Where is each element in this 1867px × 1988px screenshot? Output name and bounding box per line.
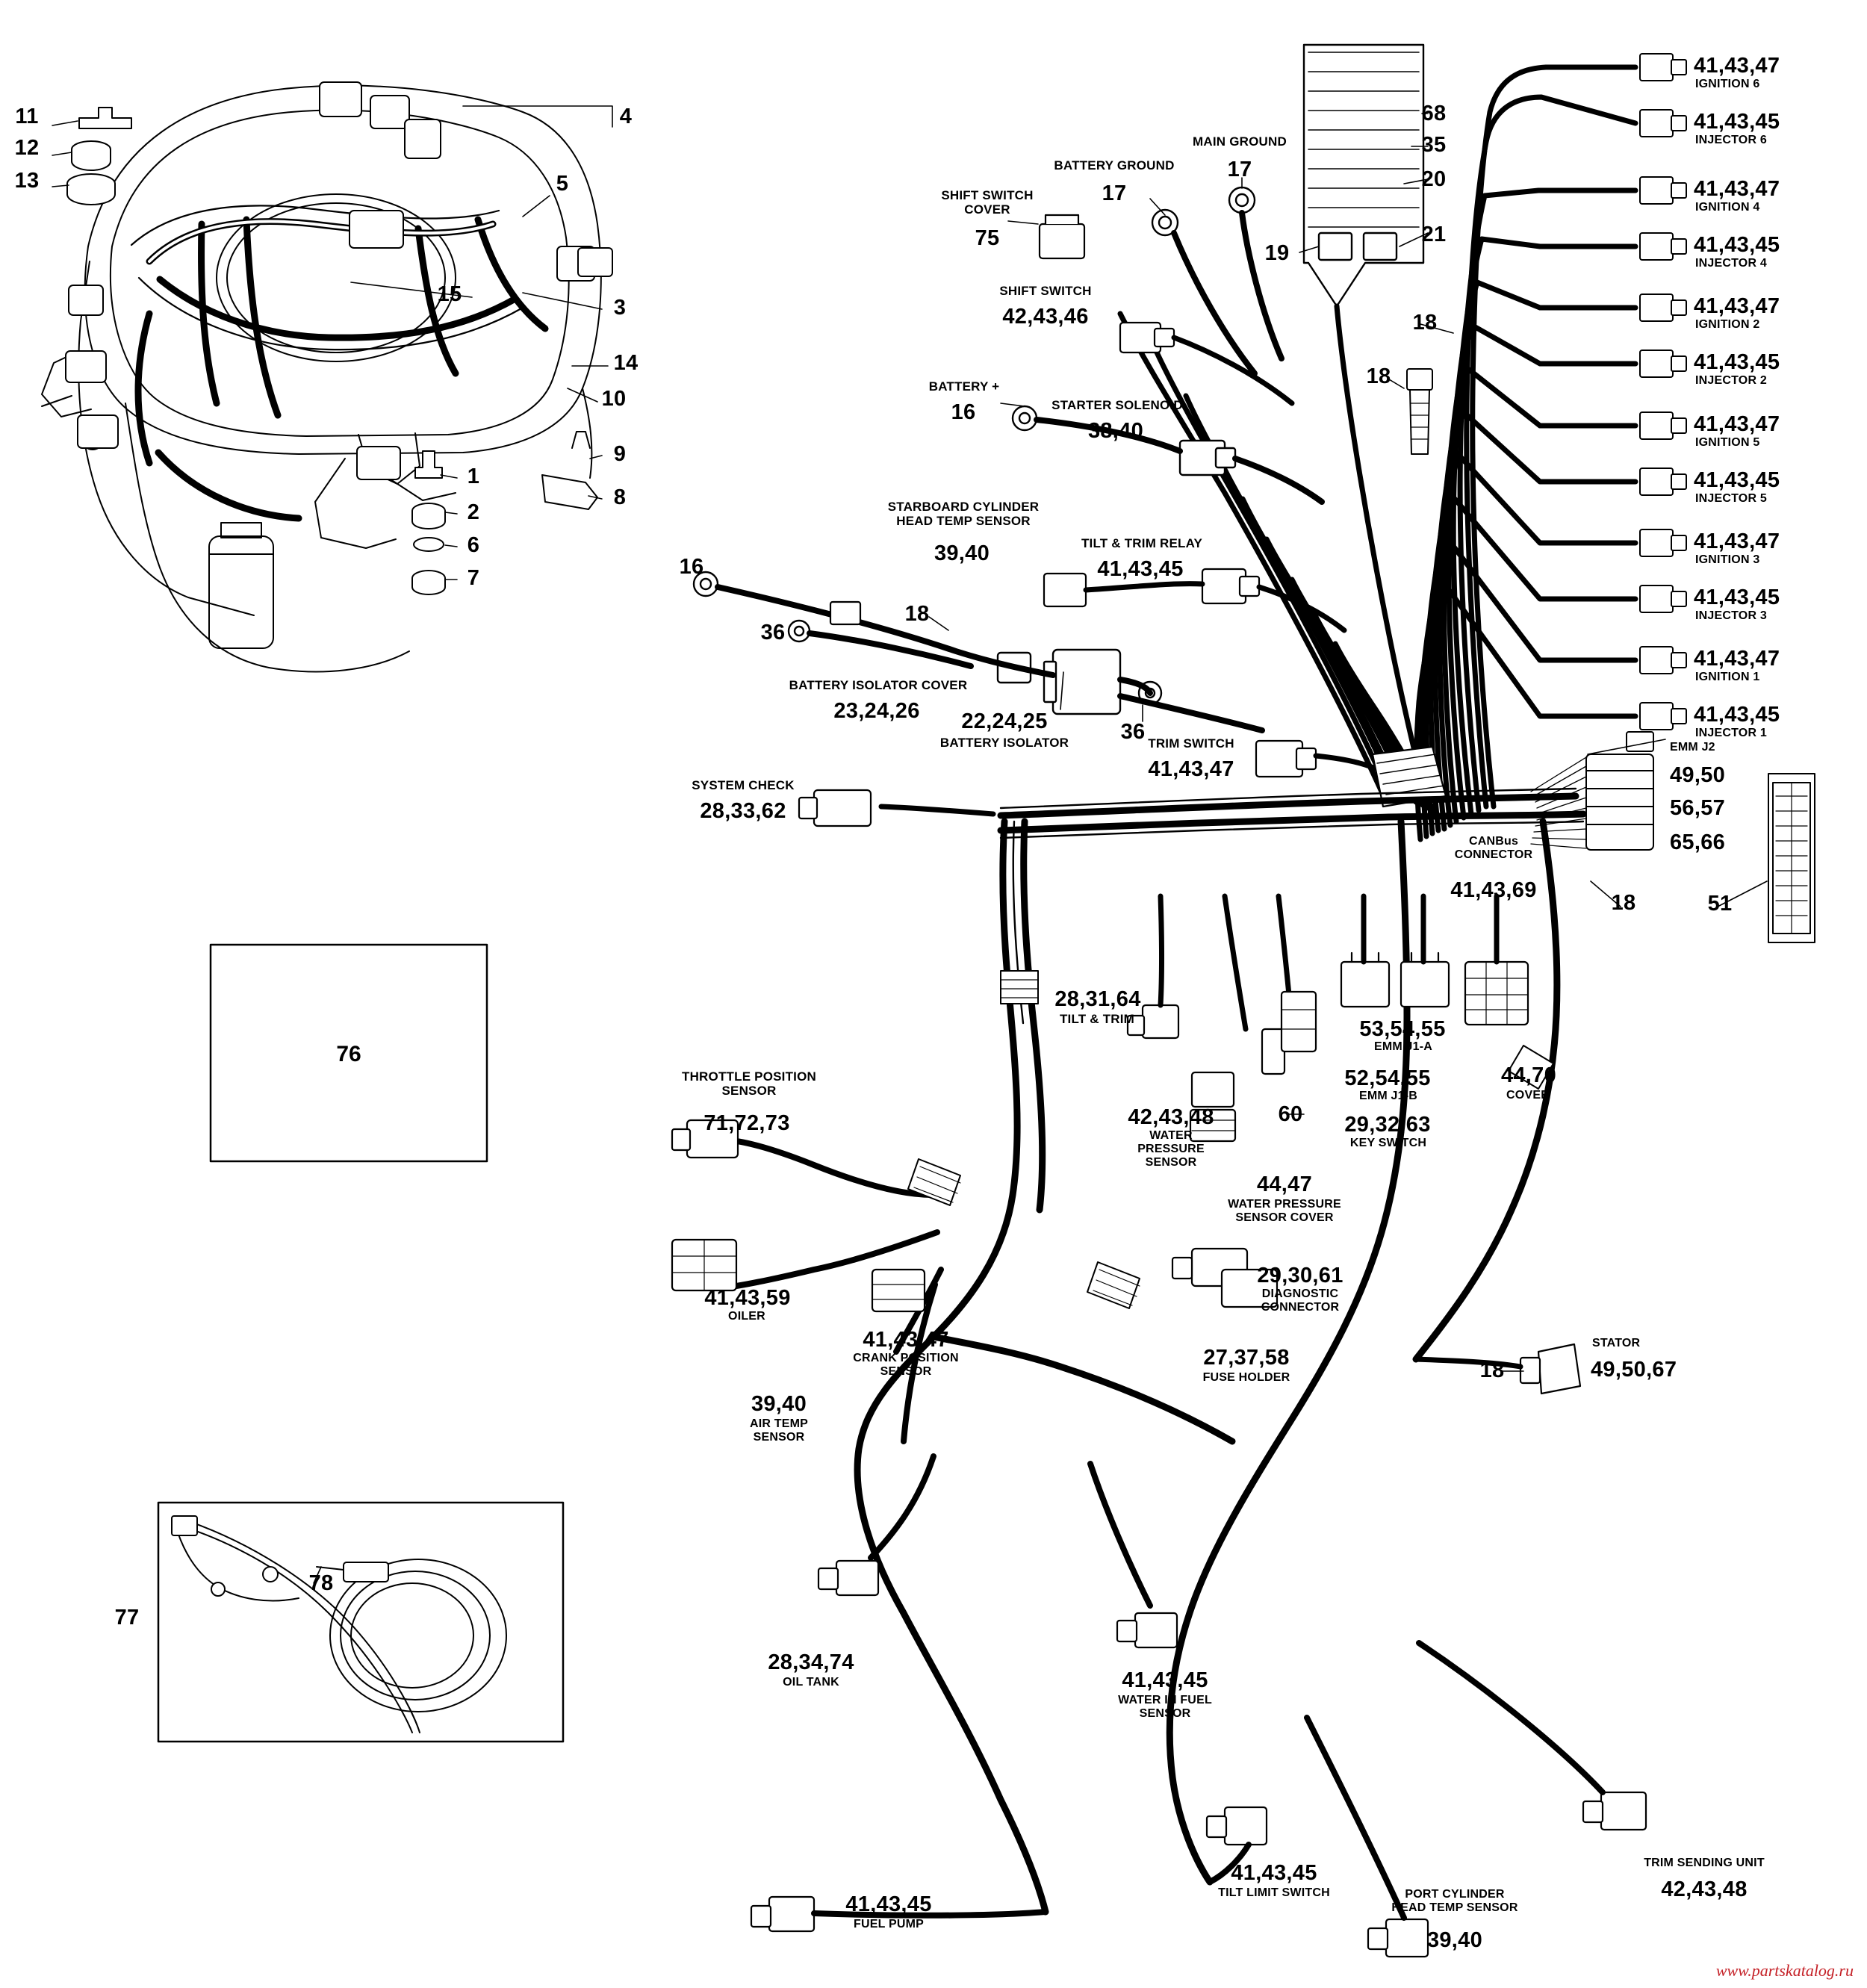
connector-ignition-5-number: 41,43,47 bbox=[1694, 412, 1780, 436]
number-emm-j1a: 53,54,55 bbox=[1359, 1017, 1446, 1041]
number-battery-isolator: 22,24,25 bbox=[961, 709, 1048, 733]
number-throttle-position-sensor: 71,72,73 bbox=[703, 1111, 790, 1135]
connector-injector-4-label: INJECTOR 4 bbox=[1695, 257, 1767, 270]
label-oiler: OILER bbox=[728, 1310, 765, 1323]
number-system-check: 28,33,62 bbox=[700, 799, 786, 823]
number-emm-j2-a: 49,50 bbox=[1670, 763, 1726, 787]
callout-15: 15 bbox=[437, 282, 462, 306]
label-main-ground: MAIN GROUND bbox=[1193, 134, 1287, 149]
callout-68: 68 bbox=[1421, 102, 1447, 125]
label-trim-switch: TRIM SWITCH bbox=[1148, 736, 1234, 751]
callout-7: 7 bbox=[467, 566, 480, 590]
number-starboard-head-temp: 39,40 bbox=[934, 541, 990, 565]
callout-60: 60 bbox=[1278, 1102, 1303, 1126]
label-water-in-fuel-sensor: WATER IN FUEL SENSOR bbox=[1118, 1694, 1212, 1720]
label-emm-j2: EMM J2 bbox=[1670, 741, 1715, 754]
connector-ignition-3-label: IGNITION 3 bbox=[1695, 553, 1760, 566]
connector-injector-5-number: 41,43,45 bbox=[1694, 468, 1780, 492]
number-oil-tank: 28,34,74 bbox=[768, 1650, 854, 1674]
label-air-temp-sensor: AIR TEMP SENSOR bbox=[749, 1417, 809, 1444]
label-tilt-trim: TILT & TRIM bbox=[1059, 1012, 1135, 1026]
connector-injector-6-number: 41,43,45 bbox=[1694, 110, 1780, 134]
label-starboard-head-temp: STARBOARD CYLINDER HEAD TEMP SENSOR bbox=[887, 500, 1040, 529]
label-battery-plus: BATTERY + bbox=[928, 379, 1000, 394]
connector-injector-1-number: 41,43,45 bbox=[1694, 703, 1780, 727]
label-water-pressure-sensor: WATER PRESSURE SENSOR bbox=[1137, 1129, 1205, 1169]
connector-injector-3-number: 41,43,45 bbox=[1694, 585, 1780, 609]
number-air-temp-sensor: 39,40 bbox=[751, 1392, 807, 1416]
number-fuel-pump: 41,43,45 bbox=[845, 1892, 932, 1916]
connector-ignition-6-number: 41,43,47 bbox=[1694, 54, 1780, 78]
number-trim-switch: 41,43,47 bbox=[1148, 757, 1234, 781]
label-port-head-temp: PORT CYLINDER HEAD TEMP SENSOR bbox=[1391, 1888, 1518, 1914]
callout-8: 8 bbox=[613, 485, 627, 509]
number-fuse-holder: 27,37,58 bbox=[1203, 1346, 1290, 1370]
number-shift-switch-cover: 75 bbox=[975, 226, 1000, 250]
callout-2: 2 bbox=[467, 500, 480, 524]
number-cover: 44,70 bbox=[1500, 1063, 1557, 1087]
label-cover: COVER bbox=[1506, 1089, 1550, 1102]
callout-21: 21 bbox=[1421, 223, 1447, 246]
connector-ignition-2-number: 41,43,47 bbox=[1694, 294, 1780, 318]
number-starter-solenoid: 38,40 bbox=[1087, 419, 1144, 443]
callout-18-c: 18 bbox=[904, 602, 930, 626]
number-water-in-fuel-sensor: 41,43,45 bbox=[1122, 1668, 1208, 1692]
callout-6: 6 bbox=[467, 533, 480, 557]
number-trim-sending-unit: 42,43,48 bbox=[1661, 1877, 1748, 1901]
number-key-switch: 29,32,63 bbox=[1344, 1113, 1431, 1137]
callout-77: 77 bbox=[114, 1606, 140, 1630]
number-water-pressure-sensor: 42,43,48 bbox=[1128, 1105, 1214, 1129]
connector-injector-2-number: 41,43,45 bbox=[1694, 350, 1780, 374]
label-throttle-position-sensor: THROTTLE POSITION SENSOR bbox=[681, 1069, 816, 1099]
callout-11: 11 bbox=[15, 105, 39, 128]
number-wps-cover: 44,47 bbox=[1256, 1172, 1313, 1196]
label-battery-isolator-cover: BATTERY ISOLATOR COVER bbox=[789, 678, 968, 692]
callout-19: 19 bbox=[1264, 241, 1290, 265]
number-battery-isolator-cover: 23,24,26 bbox=[833, 699, 920, 723]
number-tilt-trim: 28,31,64 bbox=[1054, 987, 1141, 1011]
connector-ignition-3-number: 41,43,47 bbox=[1694, 529, 1780, 553]
callout-78: 78 bbox=[308, 1571, 334, 1595]
callout-18-b: 18 bbox=[1366, 364, 1391, 388]
number-battery-plus: 16 bbox=[951, 400, 976, 424]
label-emm-j1a: EMM J1-A bbox=[1373, 1040, 1433, 1053]
label-fuel-pump: FUEL PUMP bbox=[854, 1918, 924, 1930]
callout-76: 76 bbox=[336, 1042, 361, 1066]
callout-9: 9 bbox=[613, 442, 627, 466]
connector-ignition-4-label: IGNITION 4 bbox=[1695, 201, 1760, 214]
label-tilt-limit-switch: TILT LIMIT SWITCH bbox=[1218, 1886, 1330, 1899]
number-emm-j1b: 52,54,55 bbox=[1344, 1066, 1431, 1090]
callout-14: 14 bbox=[613, 351, 639, 375]
label-battery-isolator: BATTERY ISOLATOR bbox=[939, 736, 1069, 750]
connector-ignition-1-label: IGNITION 1 bbox=[1695, 671, 1760, 683]
connector-ignition-2-label: IGNITION 2 bbox=[1695, 318, 1760, 331]
connector-injector-1-label: INJECTOR 1 bbox=[1695, 727, 1767, 739]
connector-ignition-6-label: IGNITION 6 bbox=[1695, 78, 1760, 90]
label-shift-switch: SHIFT SWITCH bbox=[999, 284, 1092, 298]
watermark: www.partskatalog.ru bbox=[1715, 1961, 1854, 1980]
number-oiler: 41,43,59 bbox=[704, 1286, 791, 1310]
label-emm-j1b: EMM J1-B bbox=[1358, 1090, 1418, 1102]
label-crank-position-sensor: CRANK POSITION SENSOR bbox=[853, 1352, 959, 1378]
callout-18-d: 18 bbox=[1611, 891, 1636, 915]
callout-13: 13 bbox=[14, 169, 40, 193]
label-trim-sending-unit: TRIM SENDING UNIT bbox=[1644, 1857, 1765, 1869]
label-shift-switch-cover: SHIFT SWITCH COVER bbox=[941, 188, 1034, 217]
callout-18-e: 18 bbox=[1479, 1358, 1505, 1382]
number-crank-position-sensor: 41,43,47 bbox=[863, 1328, 949, 1352]
callout-1: 1 bbox=[467, 465, 480, 488]
number-diagnostic-connector: 29,30,61 bbox=[1257, 1264, 1343, 1287]
number-battery-ground: 17 bbox=[1102, 181, 1127, 205]
connector-ignition-5-label: IGNITION 5 bbox=[1695, 436, 1760, 449]
label-wps-cover: WATER PRESSURE SENSOR COVER bbox=[1228, 1198, 1341, 1224]
number-stator: 49,50,67 bbox=[1591, 1358, 1677, 1382]
callout-3: 3 bbox=[613, 296, 627, 320]
connector-ignition-1-number: 41,43,47 bbox=[1694, 647, 1780, 671]
number-canbus-connector: 41,43,69 bbox=[1450, 878, 1537, 902]
number-emm-j2-b: 56,57 bbox=[1670, 796, 1726, 820]
callout-5: 5 bbox=[556, 172, 569, 196]
number-emm-j2-c: 65,66 bbox=[1670, 830, 1726, 854]
label-stator: STATOR bbox=[1592, 1337, 1641, 1349]
callout-20: 20 bbox=[1421, 167, 1447, 191]
callout-12: 12 bbox=[14, 136, 40, 160]
callout-51: 51 bbox=[1707, 892, 1733, 916]
label-oil-tank: OIL TANK bbox=[783, 1676, 839, 1689]
label-diagnostic-connector: DIAGNOSTIC CONNECTOR bbox=[1261, 1287, 1340, 1314]
connector-ignition-4-number: 41,43,47 bbox=[1694, 177, 1780, 201]
connector-injector-6-label: INJECTOR 6 bbox=[1695, 134, 1767, 146]
connector-injector-4-number: 41,43,45 bbox=[1694, 233, 1780, 257]
connector-injector-3-label: INJECTOR 3 bbox=[1695, 609, 1767, 622]
label-key-switch: KEY SWITCH bbox=[1349, 1137, 1427, 1149]
callout-35: 35 bbox=[1421, 133, 1447, 157]
label-tilt-trim-relay: TILT & TRIM RELAY bbox=[1081, 536, 1203, 550]
label-system-check: SYSTEM CHECK bbox=[692, 778, 795, 792]
callout-4: 4 bbox=[619, 105, 633, 128]
number-tilt-limit-switch: 41,43,45 bbox=[1231, 1861, 1317, 1885]
callout-36-a: 36 bbox=[760, 621, 786, 644]
callout-10: 10 bbox=[601, 387, 627, 411]
connector-injector-5-label: INJECTOR 5 bbox=[1695, 492, 1767, 505]
label-fuse-holder: FUSE HOLDER bbox=[1202, 1371, 1290, 1384]
number-main-ground: 17 bbox=[1227, 158, 1252, 181]
label-starter-solenoid: STARTER SOLENOID bbox=[1051, 398, 1183, 412]
number-shift-switch: 42,43,46 bbox=[1002, 305, 1089, 329]
callout-36-b: 36 bbox=[1120, 720, 1146, 744]
callout-18-a: 18 bbox=[1412, 311, 1438, 335]
number-tilt-trim-relay: 41,43,45 bbox=[1097, 557, 1184, 581]
connector-injector-2-label: INJECTOR 2 bbox=[1695, 374, 1767, 387]
number-port-head-temp: 39,40 bbox=[1426, 1928, 1483, 1952]
callout-16-b: 16 bbox=[679, 555, 704, 579]
label-canbus-connector: CANBus CONNECTOR bbox=[1454, 835, 1533, 861]
label-battery-ground: BATTERY GROUND bbox=[1054, 158, 1175, 173]
